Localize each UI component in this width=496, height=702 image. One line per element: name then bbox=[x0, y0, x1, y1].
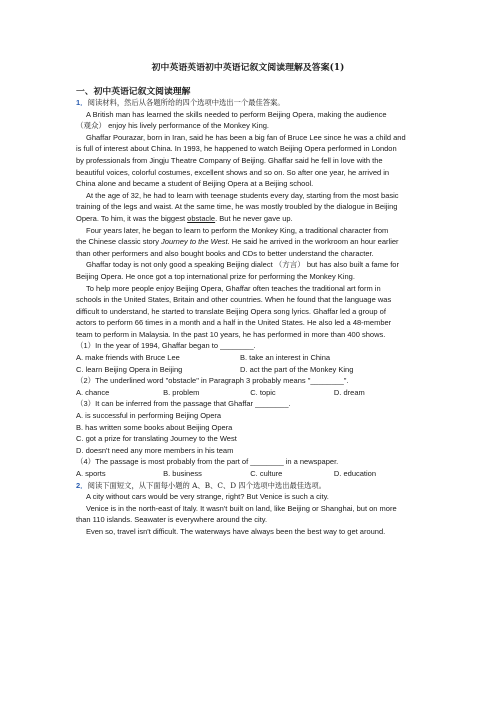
paragraph bbox=[76, 190, 421, 225]
option-d[interactable]: D. education bbox=[333, 469, 377, 478]
question-instruction: 阅读材料，然后从各题所给的四个选项中选出一个最佳答案。 bbox=[87, 98, 285, 107]
question-number: 2． bbox=[76, 480, 88, 490]
paragraph bbox=[76, 526, 421, 538]
option-c[interactable]: C. culture bbox=[250, 469, 283, 478]
text-line: A city without cars would be very strange, right? But Venice is such a city. bbox=[86, 492, 329, 502]
option-a[interactable]: A. is successful in performing Beijing Opera bbox=[76, 411, 222, 421]
option-d[interactable]: D. doesn't need any more members in his team bbox=[76, 445, 234, 455]
document-body bbox=[76, 97, 421, 538]
text-line: . He said he arrived in the workroom an hour earlier bbox=[227, 237, 399, 247]
option-b[interactable]: B. take an interest in China bbox=[240, 353, 331, 363]
option-row bbox=[76, 468, 421, 480]
text-line: Venice is in the north-east of Italy. It wasn't built on land, like Beijing or Shanghai, but on more bbox=[86, 503, 397, 513]
text-line: team to perform in Malaysia. In the past 10 years, he has performed in more than 400 shows. bbox=[76, 329, 386, 339]
question-1-header bbox=[76, 97, 421, 109]
text-line: Ghaffar today is not only good a speaking Beijing dialect （方言） but has also built a fame for bbox=[86, 260, 399, 270]
paragraph bbox=[76, 283, 421, 341]
option-a[interactable]: A. make friends with Bruce Lee bbox=[76, 353, 180, 363]
paragraph bbox=[76, 132, 421, 190]
text-line: Ghaffar Pourazar, born in Iran, said he has been a big fan of Bruce Lee since he was a child and bbox=[86, 132, 406, 142]
text-line: （观众） enjoy his lively performance of the Monkey King. bbox=[76, 121, 269, 131]
sub-question-stem: （3）It can be inferred from the passage that Ghaffar ________. bbox=[76, 399, 291, 409]
paragraph bbox=[76, 109, 421, 132]
text-line: Beijing Opera. He once got a top international prize for performing the Monkey King. bbox=[76, 271, 355, 281]
text-line: To help more people enjoy Beijing Opera, Ghaffar often teaches the traditional art form in bbox=[86, 283, 381, 293]
text-line: is full of interest about China. In 1993, he happened to watch Beijing Opera performed in London bbox=[76, 144, 397, 154]
text-line: Opera. To him, it was the biggest bbox=[76, 213, 188, 223]
option-row bbox=[76, 387, 421, 399]
option-d[interactable]: D. dream bbox=[333, 387, 365, 397]
text-line: actors to perform 66 times in a month and a half in the United States. He also led a 48-member bbox=[76, 318, 392, 328]
text-line: the Chinese classic story bbox=[76, 237, 162, 247]
text-line: At the age of 32, he had to learn with teenage students every day, starting from the most basic bbox=[86, 190, 399, 200]
option-b[interactable]: B. has written some books about Beijing Opera bbox=[76, 422, 233, 432]
italic-title: Journey to the West bbox=[161, 237, 228, 247]
option-b[interactable]: B. problem bbox=[163, 387, 200, 397]
paragraph bbox=[76, 259, 421, 282]
option-c[interactable]: C. learn Beijing Opera in Beijing bbox=[76, 364, 183, 374]
paragraph bbox=[76, 225, 421, 260]
text-line: than 110 islands. Seawater is everywhere around the city. bbox=[76, 515, 268, 525]
question-instruction: 阅读下面短文，从下面每小题的 A、B、C、D 四个选项中选出最佳选项。 bbox=[87, 480, 326, 490]
text-line: China alone and became a student of Beijing Opera at a Beijing school. bbox=[76, 179, 314, 189]
sub-question-stem: （2）The underlined word "obstacle" in Paragraph 3 probably means "________". bbox=[76, 376, 349, 386]
section-heading: 一、初中英语记叙文阅读理解 bbox=[76, 87, 191, 97]
text-line: difficult to understand, he started to translate Beijing Opera song lyrics. Ghaffar led a group of bbox=[76, 306, 386, 316]
option-a[interactable]: A. sports bbox=[76, 469, 106, 478]
document-title: 初中英语英语初中英语记叙文阅读理解及答案(1) bbox=[151, 63, 345, 73]
question-number: 1． bbox=[76, 98, 88, 107]
sub-question-stem: （1）In the year of 1994, Ghaffar began to ________. bbox=[76, 341, 256, 351]
paragraph bbox=[76, 491, 421, 503]
text-line: Even so, travel isn't difficult. The waterways have always been the best way to get around. bbox=[86, 526, 386, 536]
sub-question-stem: （4）The passage is most probably from the part of ________ in a newspaper. bbox=[76, 457, 339, 467]
option-a[interactable]: A. chance bbox=[76, 387, 110, 397]
underlined-word: obstacle bbox=[187, 213, 216, 223]
text-line: Four years later, he began to learn to perform the Monkey King, a traditional character from bbox=[86, 225, 389, 235]
option-c[interactable]: C. got a prize for translating Journey to the West bbox=[76, 434, 237, 444]
option-row bbox=[76, 364, 421, 376]
option-b[interactable]: B. business bbox=[163, 469, 202, 478]
option-d[interactable]: D. act the part of the Monkey King bbox=[240, 364, 354, 374]
text-line: by professionals from Jingju Theatre Company of Beijing. Ghaffar said he fell in love with the bbox=[76, 155, 383, 165]
text-line: beautiful voices, colorful costumes, excellent shows and so on. So after one year, he arrived in bbox=[76, 167, 390, 177]
paragraph bbox=[76, 503, 421, 526]
text-line: schools in the United States, Britain and other countries. When he found that the language was bbox=[76, 295, 392, 305]
text-line: A British man has learned the skills needed to perform Beijing Opera, making the audience bbox=[86, 109, 387, 119]
option-c[interactable]: C. topic bbox=[250, 387, 276, 397]
text-line: training of the legs and waist. At the same time, he was mostly troubled by the dialogue in Beijing bbox=[76, 202, 398, 212]
option-row bbox=[76, 352, 421, 364]
text-line: than other performers and also bought books and CDs to better understand the character. bbox=[76, 248, 374, 258]
text-line: . But he never gave up. bbox=[215, 213, 293, 223]
question-2-header bbox=[76, 480, 421, 492]
